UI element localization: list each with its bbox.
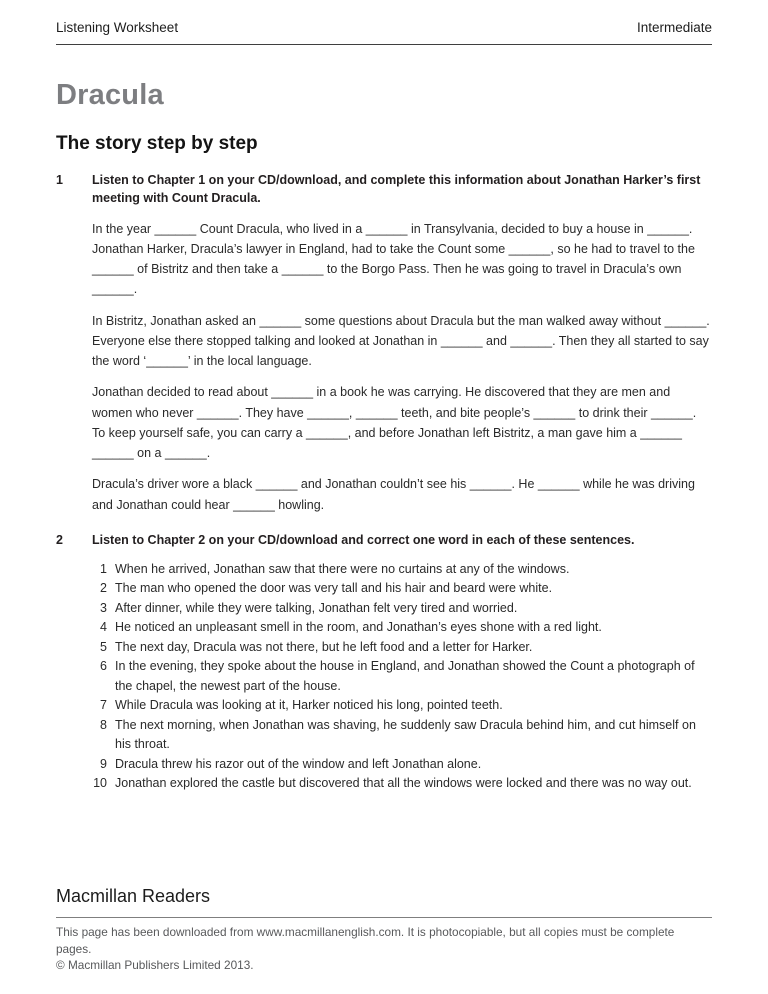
sentence-item [92, 560, 712, 580]
sentence-number: 9 [100, 756, 107, 771]
gap-fill-paragraph-1: In the year ______ Count Dracula, who lived in a ______ in Transylvania, decided to buy a house in ______. Jonathan Harker, Dracula’s lawyer in England, had to take the Count some ______, so he had to travel to the ______ of Bistritz and then take a ______ to the Borgo Pass. Then he was going to travel in Dracula’s own ______. [92, 221, 695, 297]
sentence-number: 7 [100, 698, 107, 712]
exercise-1-number: 1 [56, 173, 63, 187]
section-subtitle: The story step by step [56, 133, 258, 154]
exercise-2-number: 2 [56, 532, 63, 547]
sentence-item [92, 755, 712, 775]
sentence-text: Jonathan explored the castle but discovered that all the windows were locked and there was no way out. [115, 776, 692, 790]
sentence-text: While Dracula was looking at it, Harker noticed his long, pointed teeth. [115, 698, 503, 712]
sentence-list [92, 560, 712, 794]
exercise-1-body [92, 172, 712, 515]
exercise-2-instructions: Listen to Chapter 2 on your CD/download and correct one word in each of these sentences. [92, 532, 635, 547]
sentence-text: When he arrived, Jonathan saw that there were no curtains at any of the windows. [115, 561, 570, 576]
sentence-item [92, 716, 712, 755]
sentence-item [92, 696, 712, 716]
sentence-number: 4 [100, 620, 107, 634]
sentence-item [92, 579, 712, 599]
sentence-number: 1 [100, 561, 107, 576]
gap-fill-paragraph-2: In Bistritz, Jonathan asked an ______ some questions about Dracula but the man walked away without ______. Everyone else there stopped talking and looked at Jonathan in ______ and ______. Then they all started to say the word ‘______’ in the local language. [92, 313, 710, 368]
sentence-number: 10 [93, 776, 107, 790]
sentence-text: Dracula threw his razor out of the window and left Jonathan alone. [115, 756, 482, 771]
sentence-text: After dinner, while they were talking, Jonathan felt very tired and worried. [115, 600, 518, 615]
exercise-1 [56, 172, 712, 515]
exercise-2-body [92, 532, 712, 794]
sentence-number: 8 [100, 717, 107, 732]
download-notice-line: This page has been downloaded from www.macmillanenglish.com. It is photocopiable, but all copies must be complete pages. [56, 924, 675, 956]
sentence-item [92, 774, 712, 794]
sentence-number: 2 [100, 581, 107, 595]
sentence-item [92, 618, 712, 638]
sentence-item [92, 657, 712, 696]
sentence-number: 6 [100, 659, 107, 673]
sentence-text: In the evening, they spoke about the house in England, and Jonathan showed the Count a photograph of the chapel, the newest part of the house. [115, 659, 695, 693]
sentence-number: 5 [100, 639, 107, 654]
sentence-item [92, 638, 712, 658]
gap-fill-paragraph-3: Jonathan decided to read about ______ in a book he was carrying. He discovered that they are men and women who never ______. They have ______, ______ teeth, and bite people’s ______ to drink their ______. To keep yourself safe, you can carry a ______, and before Jonathan left Bistritz, a man gave him a ______ ______ on a ______. [92, 385, 697, 460]
copyright-line: © Macmillan Publishers Limited 2013. [56, 958, 254, 973]
page-title: Dracula [56, 79, 164, 111]
page-footer [56, 886, 712, 974]
sentence-text: The next morning, when Jonathan was shaving, he suddenly saw Dracula behind him, and cut himself on his throat. [115, 717, 696, 751]
exercise-2 [56, 532, 712, 794]
sentence-number: 3 [100, 600, 107, 615]
sentence-text: He noticed an unpleasant smell in the room, and Jonathan’s eyes shone with a red light. [115, 620, 602, 634]
worksheet-type-label: Listening Worksheet [56, 20, 179, 35]
sentence-item [92, 599, 712, 619]
page-header [56, 20, 712, 45]
sentence-text: The next day, Dracula was not there, but he left food and a letter for Harker. [115, 639, 533, 654]
gap-fill-paragraph-4: Dracula’s driver wore a black ______ and Jonathan couldn’t see his ______. He ______ while he was driving and Jonathan could hear ______ howling. [92, 477, 695, 512]
level-label: Intermediate [636, 20, 712, 35]
exercise-1-instructions: Listen to Chapter 1 on your CD/download, and complete this information about Jonathan Harker’s first meeting with Count Dracula. [92, 173, 701, 205]
sentence-text: The man who opened the door was very tall and his hair and beard were white. [115, 581, 553, 595]
copyright-notice [56, 917, 712, 974]
publisher-brand: Macmillan Readers [56, 885, 211, 906]
